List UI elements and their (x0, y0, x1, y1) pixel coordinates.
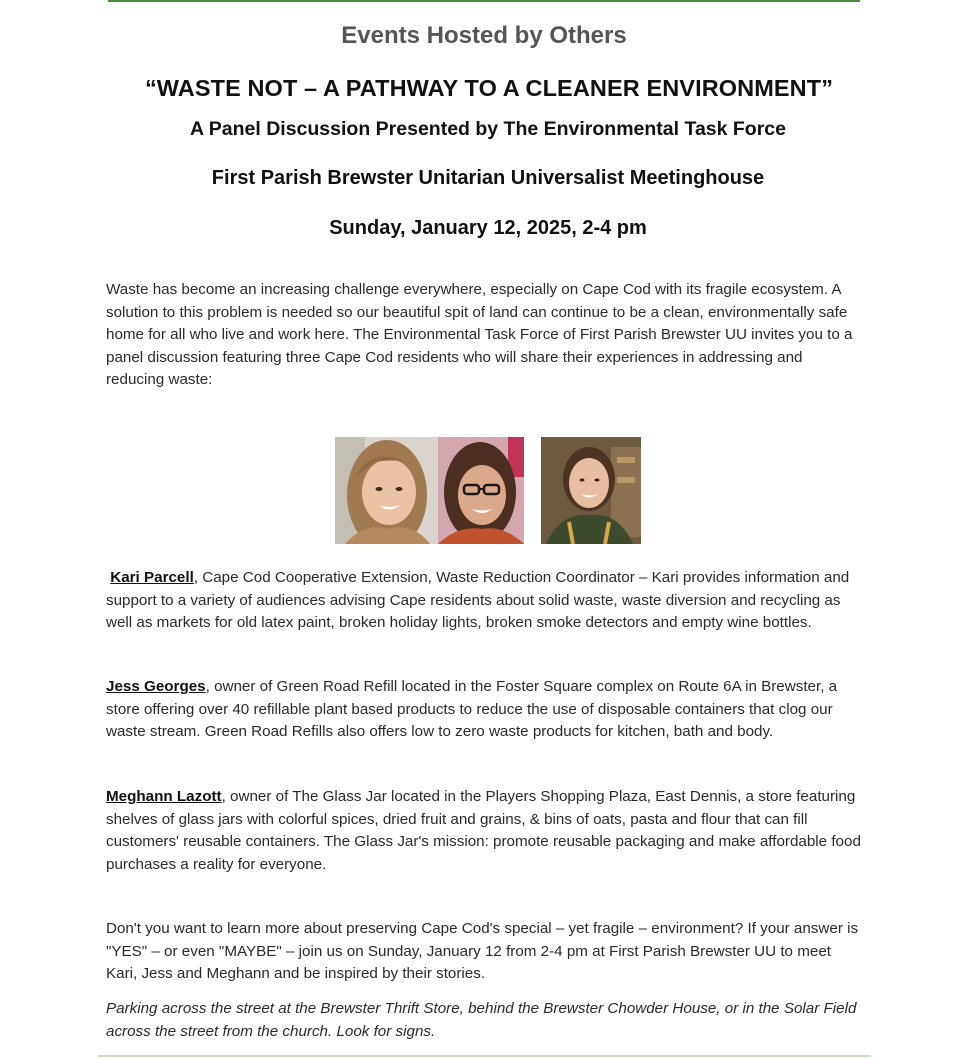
panelist-photo-jess (438, 437, 524, 544)
panelist-bio-kari (106, 567, 864, 635)
section-heading: Events Hosted by Others (341, 22, 627, 49)
closing-paragraph: Don't you want to learn more about preserving Cape Cod's special – yet fragile – environment? If your answer is "YES" – or even "MAYBE" – join us on Sunday, January 12 from 2-4 pm at First Parish Brewster UU to meet Kari, Jess and Meghann and be inspired by their stories. (106, 920, 859, 982)
top-divider (108, 0, 860, 2)
panelist-photo-meghann (541, 437, 641, 544)
event-title: “WASTE NOT – A PATHWAY TO A CLEANER ENVIRONMENT” (144, 75, 834, 101)
panelist-name-kari: Kari Parcell (110, 569, 194, 586)
panelist-bio-meghann (106, 786, 864, 876)
panelist-name-meghann: Meghann Lazott (106, 788, 222, 805)
panelist-photos (335, 437, 641, 544)
panelist-name-jess: Jess Georges (106, 678, 206, 695)
bottom-divider (98, 1055, 871, 1057)
panelist-bio-jess (106, 676, 864, 744)
event-date: Sunday, January 12, 2025, 2-4 pm (329, 217, 647, 239)
panelist-description-meghann: , owner of The Glass Jar located in the Players Shopping Plaza, East Dennis, a store featuring shelves of glass jars with colorful spices, dried fruit and grains, & bins of oats, pasta and flour that can fill customers' reusable containers. The Glass Jar's mission: promote reusable packaging and make affordable food purchases a reality for everyone. (106, 788, 861, 873)
parking-note: Parking across the street at the Brewster Thrift Store, behind the Brewster Chowder House, or in the Solar Field across the street from the church. Look for signs. (106, 1000, 857, 1040)
panelist-description-kari: , Cape Cod Cooperative Extension, Waste Reduction Coordinator – Kari provides information and support to a variety of audiences advising Cape residents about solid waste, waste diversion and recycling as well as markets for old latex paint, broken holiday lights, broken smoke detectors and empty wine bottles. (106, 569, 850, 631)
event-venue: First Parish Brewster Unitarian Universalist Meetinghouse (211, 167, 765, 189)
panelist-photo-kari (335, 437, 438, 544)
panelist-description-jess: , owner of Green Road Refill located in the Foster Square complex on Route 6A in Brewster, a store offering over 40 refillable plant based products to reduce the use of disposable containers that clog our waste stream. Green Road Refills also offers low to zero waste products for kitchen, bath and body. (106, 678, 838, 740)
intro-paragraph: Waste has become an increasing challenge everywhere, especially on Cape Cod with its fragile ecosystem. A solution to this problem is needed so our beautiful spit of land can continue to be a clean, environmentally safe home for all who live and work here. The Environmental Task Force of First Parish Brewster UU invites you to a panel discussion featuring three Cape Cod residents who will share their experiences in addressing and reducing waste: (106, 281, 853, 388)
event-subtitle: A Panel Discussion Presented by The Environmental Task Force (189, 118, 787, 140)
